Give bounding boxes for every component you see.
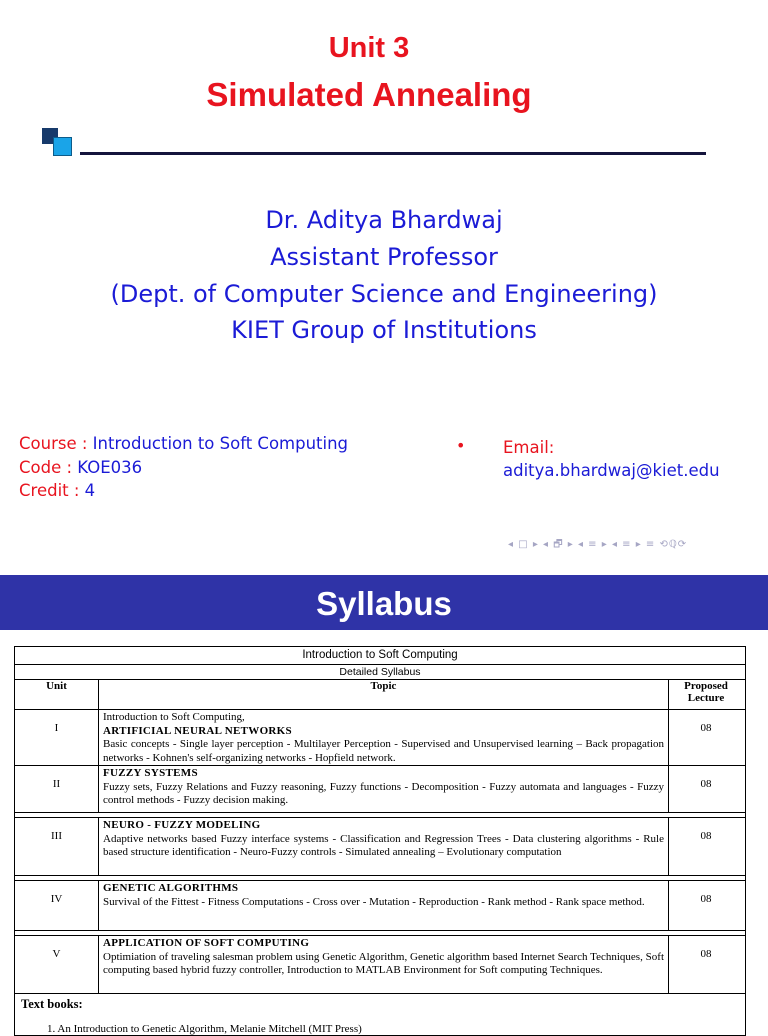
- unit-topic: [99, 818, 669, 875]
- title-underline: [80, 152, 706, 155]
- header-unit: Unit: [15, 680, 99, 709]
- syllabus-course-title: Introduction to Soft Computing: [15, 647, 745, 665]
- table-row: [15, 766, 745, 813]
- unit-topic-title: FUZZY SYSTEMS: [103, 767, 198, 779]
- unit-title: Unit 3: [328, 32, 410, 64]
- syllabus-banner: [0, 575, 768, 630]
- textbooks-label: Text books:: [21, 997, 83, 1011]
- lecture-title: Simulated Annealing: [206, 76, 532, 113]
- syllabus-heading: Syllabus: [316, 585, 452, 622]
- unit-number: II: [15, 766, 99, 812]
- author-institution: KIET Group of Institutions: [231, 316, 537, 344]
- syllabus-subtitle: Detailed Syllabus: [15, 665, 745, 680]
- unit-topic: [99, 710, 669, 765]
- email-label: Email:: [503, 438, 555, 457]
- course-value: Introduction to Soft Computing: [92, 434, 349, 453]
- unit-number: III: [15, 818, 99, 875]
- unit-topic-body: Optimiation of traveling salesman problem using Genetic Algorithm, Genetic algorithm based Internet Search Techniques, Soft computing based hybrid fuzzy controller, Introduction to MATLAB Environment for Soft computing Techniques.: [103, 950, 664, 976]
- unit-topic-title: ARTIFICIAL NEURAL NETWORKS: [103, 724, 292, 737]
- unit-lecture-count: 08: [700, 830, 712, 842]
- author-name: Dr. Aditya Bhardwaj: [265, 206, 503, 234]
- credit-label: Credit :: [19, 481, 85, 500]
- unit-number: V: [15, 936, 99, 993]
- unit-topic-title: NEURO - FUZZY MODELING: [103, 819, 261, 831]
- header-lecture: Proposed Lecture: [684, 680, 728, 704]
- unit-lecture-count: 08: [700, 893, 712, 905]
- unit-lecture-count: 08: [700, 778, 712, 790]
- beamer-navigation-icons[interactable]: ◂ □ ▸ ◂ 🗗 ▸ ◂ ≡ ▸ ◂ ≡ ▸ ≡ ⟲ℚ⟳: [508, 539, 688, 550]
- unit-topic-body: Fuzzy sets, Fuzzy Relations and Fuzzy reasoning, Fuzzy functions - Decomposition - Fuzzy automata and languages - Fuzzy control methods - Fuzzy decision making.: [103, 780, 664, 806]
- author-department: (Dept. of Computer Science and Engineering): [110, 280, 658, 308]
- slide-logo-light-square: [53, 137, 72, 156]
- course-label: Course :: [19, 434, 93, 453]
- textbook-item: 1. An Introduction to Genetic Algorithm, Melanie Mitchell (MIT Press): [47, 1023, 362, 1035]
- table-row: [15, 881, 745, 931]
- unit-lecture-count: 08: [700, 948, 712, 960]
- unit-topic-title: APPLICATION OF SOFT COMPUTING: [103, 937, 310, 949]
- table-row: [15, 710, 745, 766]
- unit-number: I: [15, 710, 99, 765]
- unit-topic-body: Basic concepts - Single layer perception - Multilayer Perception - Supervised and Unsupervised learning – Back propagation networks - Kohnen's self-organizing networks - Hopfield network.: [103, 738, 664, 764]
- unit-topic: [99, 766, 669, 812]
- unit-topic: [99, 936, 669, 993]
- unit-topic: [99, 881, 669, 930]
- unit-lecture-count: 08: [700, 722, 712, 734]
- unit-number: IV: [15, 881, 99, 930]
- code-line: [19, 456, 142, 479]
- header-topic: Topic: [99, 680, 669, 709]
- unit-topic-body: Adaptive networks based Fuzzy interface systems - Classification and Regression Trees - Data clustering algorithms - Rule based structure identification - Neuro-Fuzzy controls - Simulated annealing – Evolutionary computation: [103, 832, 664, 858]
- syllabus-header-row: [15, 680, 745, 710]
- code-label: Code :: [19, 458, 78, 477]
- unit-topic-body: Survival of the Fittest - Fitness Computations - Cross over - Mutation - Reproduction - Rank method - Rank space method.: [103, 895, 645, 908]
- table-row: [15, 818, 745, 876]
- code-value: KOE036: [77, 458, 143, 477]
- course-line: [19, 432, 348, 455]
- author-position: Assistant Professor: [270, 243, 498, 271]
- unit-topic-title: GENETIC ALGORITHMS: [103, 882, 239, 894]
- credit-line: [19, 479, 95, 502]
- email-bullet: •: [456, 436, 466, 455]
- syllabus-table: [14, 646, 746, 1036]
- credit-value: 4: [84, 481, 96, 500]
- email-address[interactable]: aditya.bhardwaj@kiet.edu: [503, 461, 720, 480]
- unit-intro: Introduction to Soft Computing,: [103, 711, 245, 723]
- table-row: [15, 936, 745, 994]
